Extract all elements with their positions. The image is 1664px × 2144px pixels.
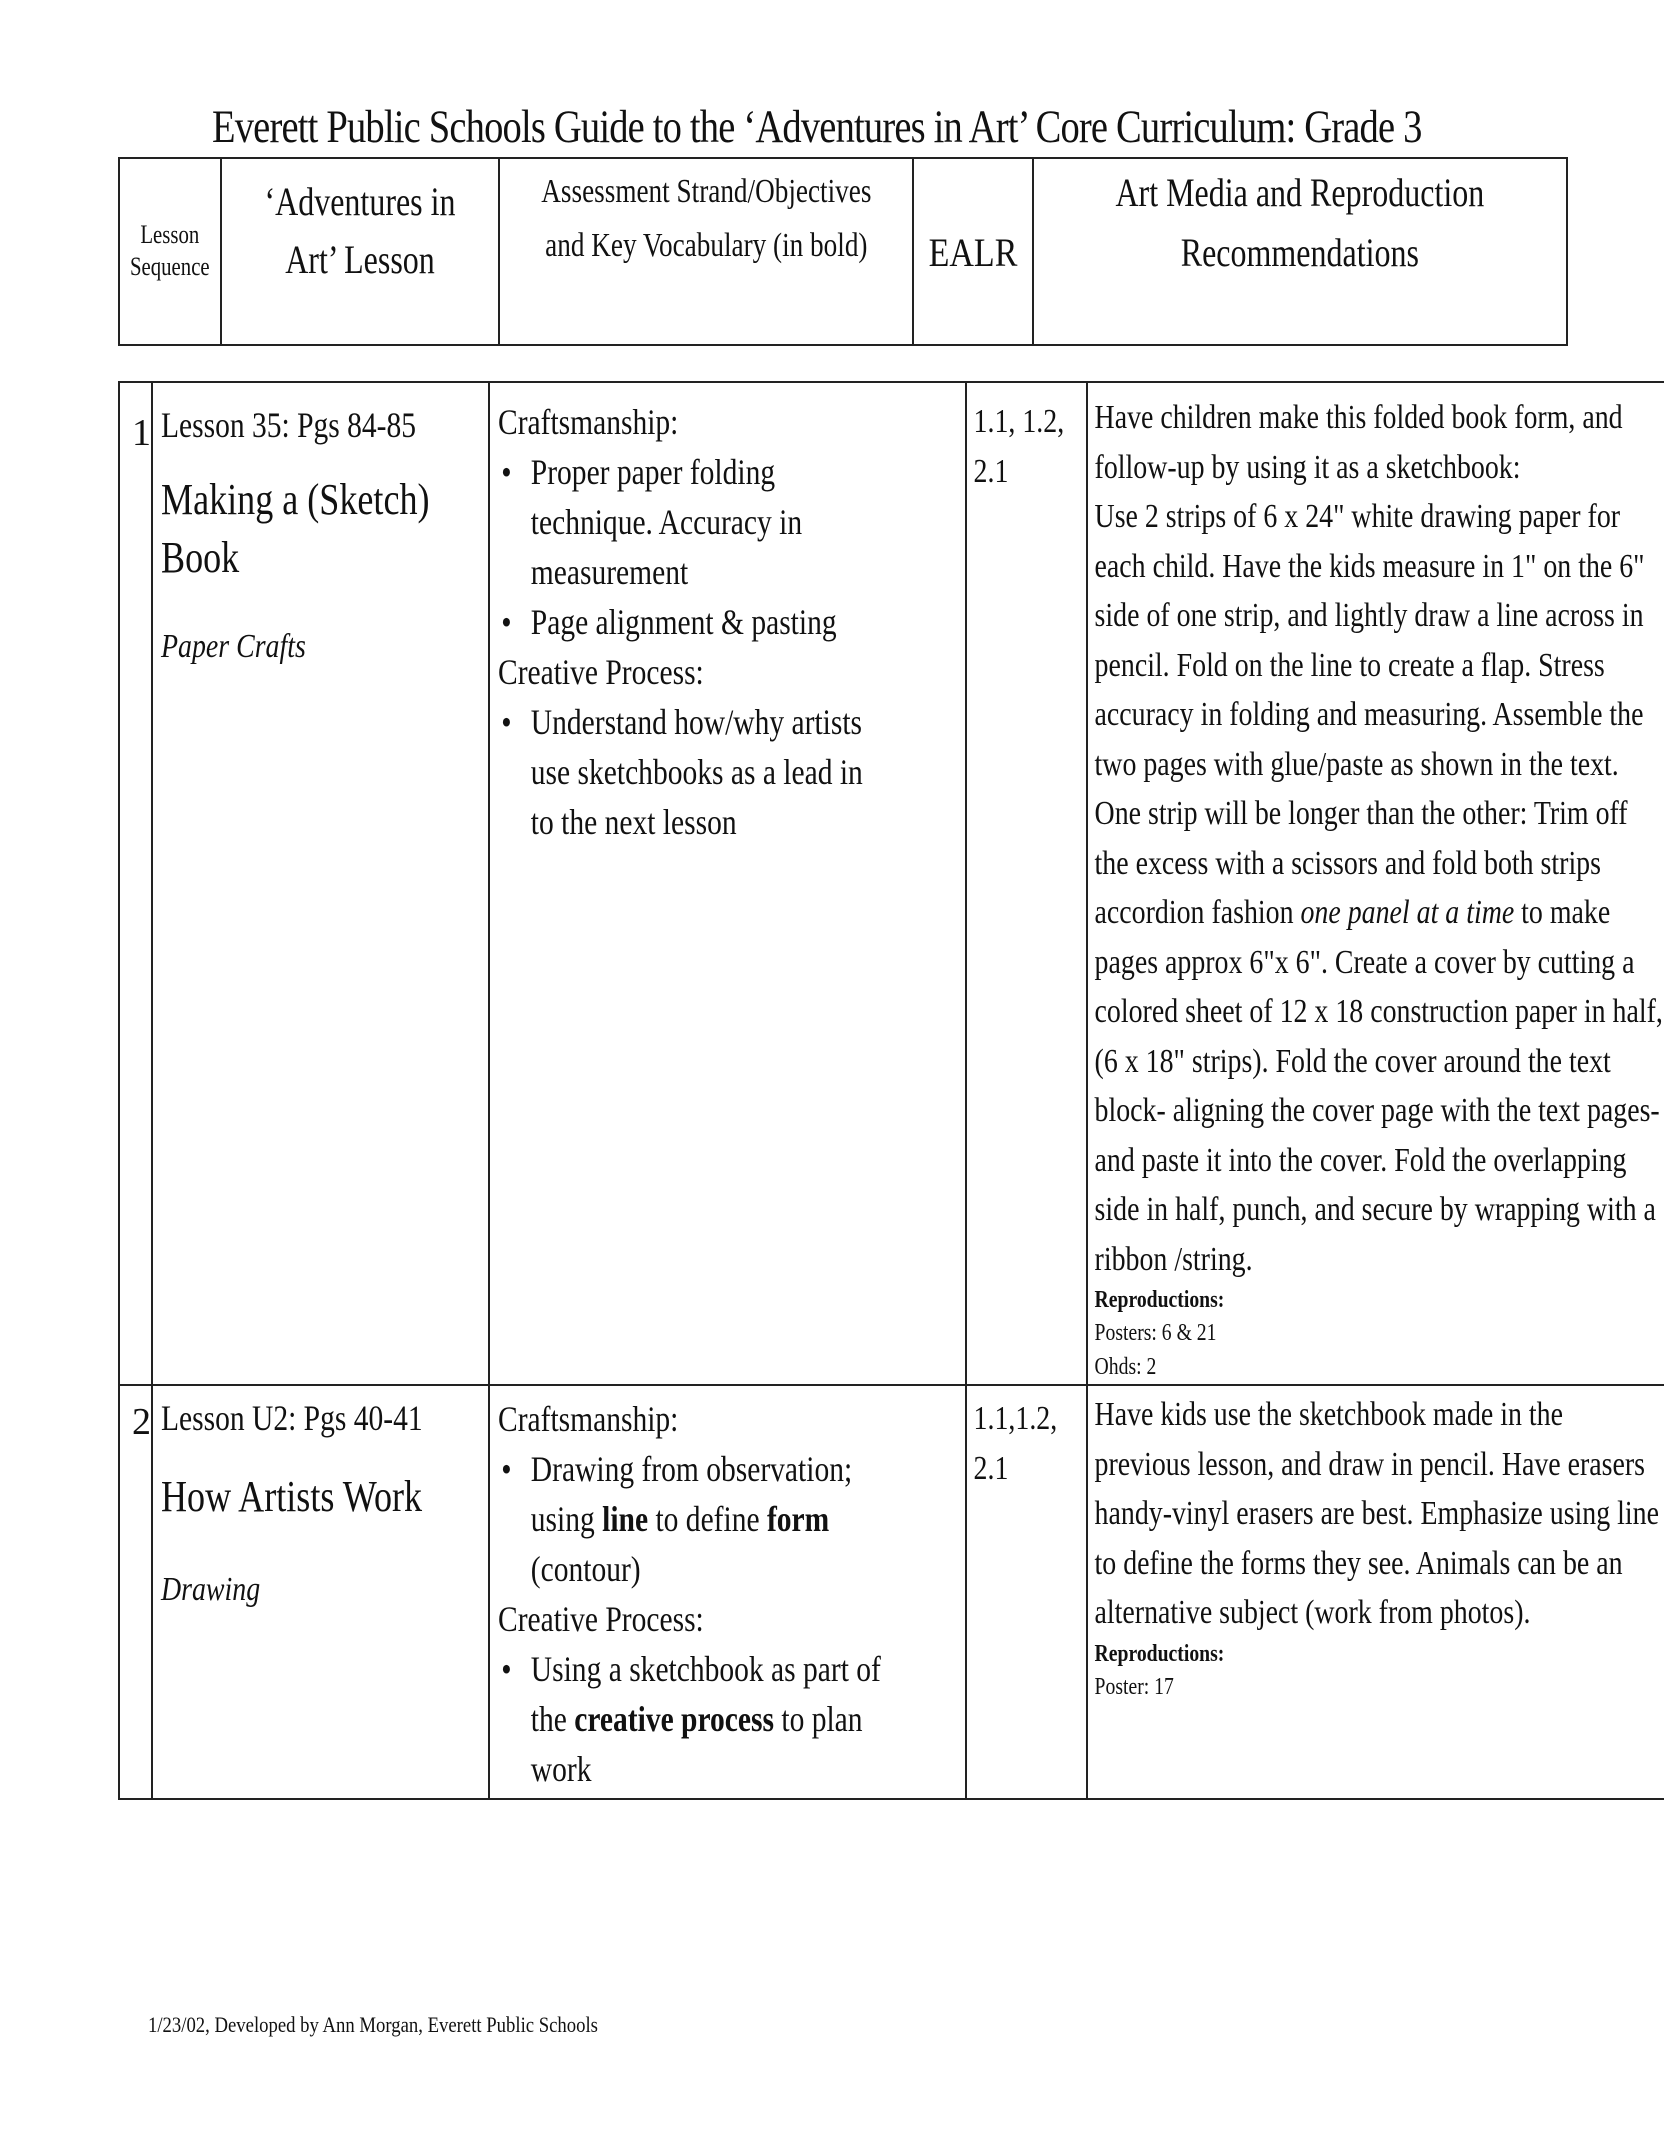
- desc-text: to make: [1514, 894, 1611, 931]
- header-art-line2: Recommendations: [1181, 230, 1420, 275]
- seq-cell: [119, 1385, 152, 1799]
- header-lesson-sequence: [119, 158, 221, 345]
- desc-line: alternative subject (work from photos).: [1094, 1594, 1531, 1631]
- desc-text: accordion fashion: [1094, 894, 1301, 931]
- objective-line: (contour): [531, 1549, 642, 1589]
- vocab-term: creative process: [574, 1699, 775, 1739]
- objective-bullet: [498, 697, 881, 847]
- strand-creative-process: Creative Process:: [498, 1599, 705, 1639]
- ealr-line2: 2.1: [973, 453, 1009, 490]
- lesson-title-line1: How Artists Work: [161, 1472, 423, 1521]
- objective-line: to the next lesson: [531, 802, 738, 842]
- objective-bullet: [498, 1444, 881, 1594]
- header-lesson-line1: ‘Adventures in: [264, 179, 456, 224]
- objective-text: using: [531, 1499, 603, 1539]
- objective-line: • Proper paper folding: [531, 452, 776, 492]
- art-media-cell: [1087, 1385, 1664, 1799]
- objective-line: • Understand how/why artists: [531, 702, 863, 742]
- desc-line: colored sheet of 12 x 18 construction paper in half,: [1094, 993, 1663, 1030]
- desc-line: two pages with glue/paste as shown in the text.: [1094, 745, 1619, 783]
- header-ealr: [913, 158, 1033, 345]
- desc-line: pencil. Fold on the line to create a flap. Stress: [1094, 646, 1605, 684]
- strand-craftsmanship: Craftsmanship:: [498, 402, 679, 442]
- ealr-cell: [966, 382, 1087, 1385]
- objective-line: • Using a sketchbook as part of: [531, 1649, 882, 1689]
- ealr-line2: 2.1: [973, 1450, 1009, 1487]
- reproduction-item: Posters: 6 & 21: [1094, 1320, 1217, 1346]
- desc-line: and paste it into the cover. Fold the overlapping: [1094, 1141, 1627, 1179]
- desc-line: (6 x 18" strips). Fold the cover around the text: [1094, 1042, 1611, 1080]
- lesson-cell: [152, 1385, 489, 1799]
- desc-emphasis: one panel at a time: [1300, 894, 1515, 931]
- objective-text: to define: [648, 1499, 768, 1539]
- reproduction-item: Poster: 17: [1094, 1673, 1174, 1700]
- desc-line: previous lesson, and draw in pencil. Have erasers: [1094, 1445, 1645, 1483]
- strand-creative-process: Creative Process:: [498, 652, 705, 692]
- assessment-cell: [489, 1385, 966, 1799]
- reproductions-heading: Reproductions:: [1094, 1287, 1225, 1313]
- lesson-title-line1: Making a (Sketch): [161, 475, 430, 524]
- objective-line: technique. Accuracy in: [531, 502, 803, 542]
- desc-line: to define the forms they see. Animals can be an: [1094, 1544, 1623, 1582]
- header-lesson-line2: Art’ Lesson: [284, 237, 435, 282]
- assessment-cell: [489, 382, 966, 1385]
- desc-line: side in half, punch, and secure by wrapping with a: [1094, 1191, 1656, 1228]
- objective-line: • Page alignment & pasting: [531, 602, 838, 642]
- desc-line: handy-vinyl erasers are best. Emphasize using line: [1094, 1495, 1659, 1532]
- seq-number: 2: [132, 1401, 151, 1443]
- objective-text: to plan: [774, 1699, 864, 1739]
- lesson-cell: [152, 382, 489, 1385]
- lesson-ref: Lesson U2: Pgs 40-41: [161, 1398, 423, 1438]
- desc-line: Have kids use the sketchbook made in the: [1094, 1396, 1563, 1433]
- vocab-term: form: [767, 1499, 830, 1539]
- desc-line: each child. Have the kids measure in 1" on the 6": [1094, 547, 1645, 585]
- desc-line: [1094, 888, 1662, 938]
- lesson-category: Paper Crafts: [161, 628, 306, 665]
- desc-line: Use 2 strips of 6 x 24" white drawing paper for: [1094, 498, 1620, 535]
- table-row: [119, 382, 1664, 1385]
- strand-craftsmanship: Craftsmanship:: [498, 1399, 679, 1439]
- reproduction-item: Ohds: 2: [1094, 1354, 1157, 1380]
- art-media-cell: [1087, 382, 1664, 1385]
- table-row: [119, 1385, 1664, 1799]
- objective-line: [531, 1494, 881, 1544]
- desc-line: pages approx 6"x 6". Create a cover by cutting a: [1094, 943, 1635, 981]
- header-art-line1: Art Media and Reproduction: [1115, 170, 1485, 215]
- header-art-media: [1033, 158, 1567, 345]
- header-lesson: [221, 158, 499, 345]
- objective-line: work: [531, 1749, 592, 1789]
- seq-cell: [119, 382, 152, 1385]
- desc-line: block- aligning the cover page with the text pages-: [1094, 1092, 1660, 1129]
- page-title: Everett Public Schools Guide to the ‘Adventures in Art’ Core Curriculum: Grade 3: [212, 101, 1422, 153]
- header-table: [118, 157, 1568, 346]
- header-assessment: [499, 158, 914, 345]
- lesson-title-line2: Book: [161, 533, 240, 582]
- desc-line: follow-up by using it as a sketchbook:: [1094, 448, 1521, 486]
- ealr-line1: 1.1,1.2,: [973, 1400, 1058, 1437]
- objective-bullet: [498, 1644, 881, 1794]
- header-assess-line1: Assessment Strand/Objectives: [540, 173, 872, 210]
- desc-line: the excess with a scissors and fold both strips: [1094, 844, 1601, 882]
- objective-line: [531, 1694, 881, 1744]
- header-assess-line2: and Key Vocabulary (in bold): [544, 227, 868, 264]
- desc-line: Have children make this folded book form, and: [1094, 399, 1623, 436]
- vocab-term: line: [602, 1499, 649, 1539]
- reproductions-heading: Reproductions:: [1094, 1640, 1225, 1667]
- lesson-ref: Lesson 35: Pgs 84-85: [161, 405, 417, 445]
- seq-number: 1: [132, 412, 151, 454]
- header-seq-line2: Sequence: [129, 252, 210, 281]
- header-seq-line1: Lesson: [140, 220, 200, 249]
- objective-line: use sketchbooks as a lead in: [531, 752, 864, 792]
- objective-line: measurement: [531, 552, 689, 592]
- objective-bullet: [498, 447, 881, 597]
- desc-line: side of one strip, and lightly draw a line across in: [1094, 597, 1644, 634]
- lessons-table: [118, 381, 1664, 1800]
- lesson-category: Drawing: [161, 1571, 261, 1608]
- header-ealr-label: EALR: [928, 230, 1018, 275]
- desc-line: accuracy in folding and measuring. Assemble the: [1094, 696, 1644, 733]
- ealr-cell: [966, 1385, 1087, 1799]
- ealr-line1: 1.1, 1.2,: [973, 403, 1065, 440]
- footer-credit: 1/23/02, Developed by Ann Morgan, Everett Public Schools: [148, 2012, 598, 2037]
- desc-line: ribbon /string.: [1094, 1240, 1253, 1278]
- objective-text: the: [531, 1699, 575, 1739]
- objective-line: • Drawing from observation;: [531, 1449, 853, 1489]
- desc-line: One strip will be longer than the other: Trim off: [1094, 795, 1628, 832]
- objective-bullet: [498, 597, 881, 647]
